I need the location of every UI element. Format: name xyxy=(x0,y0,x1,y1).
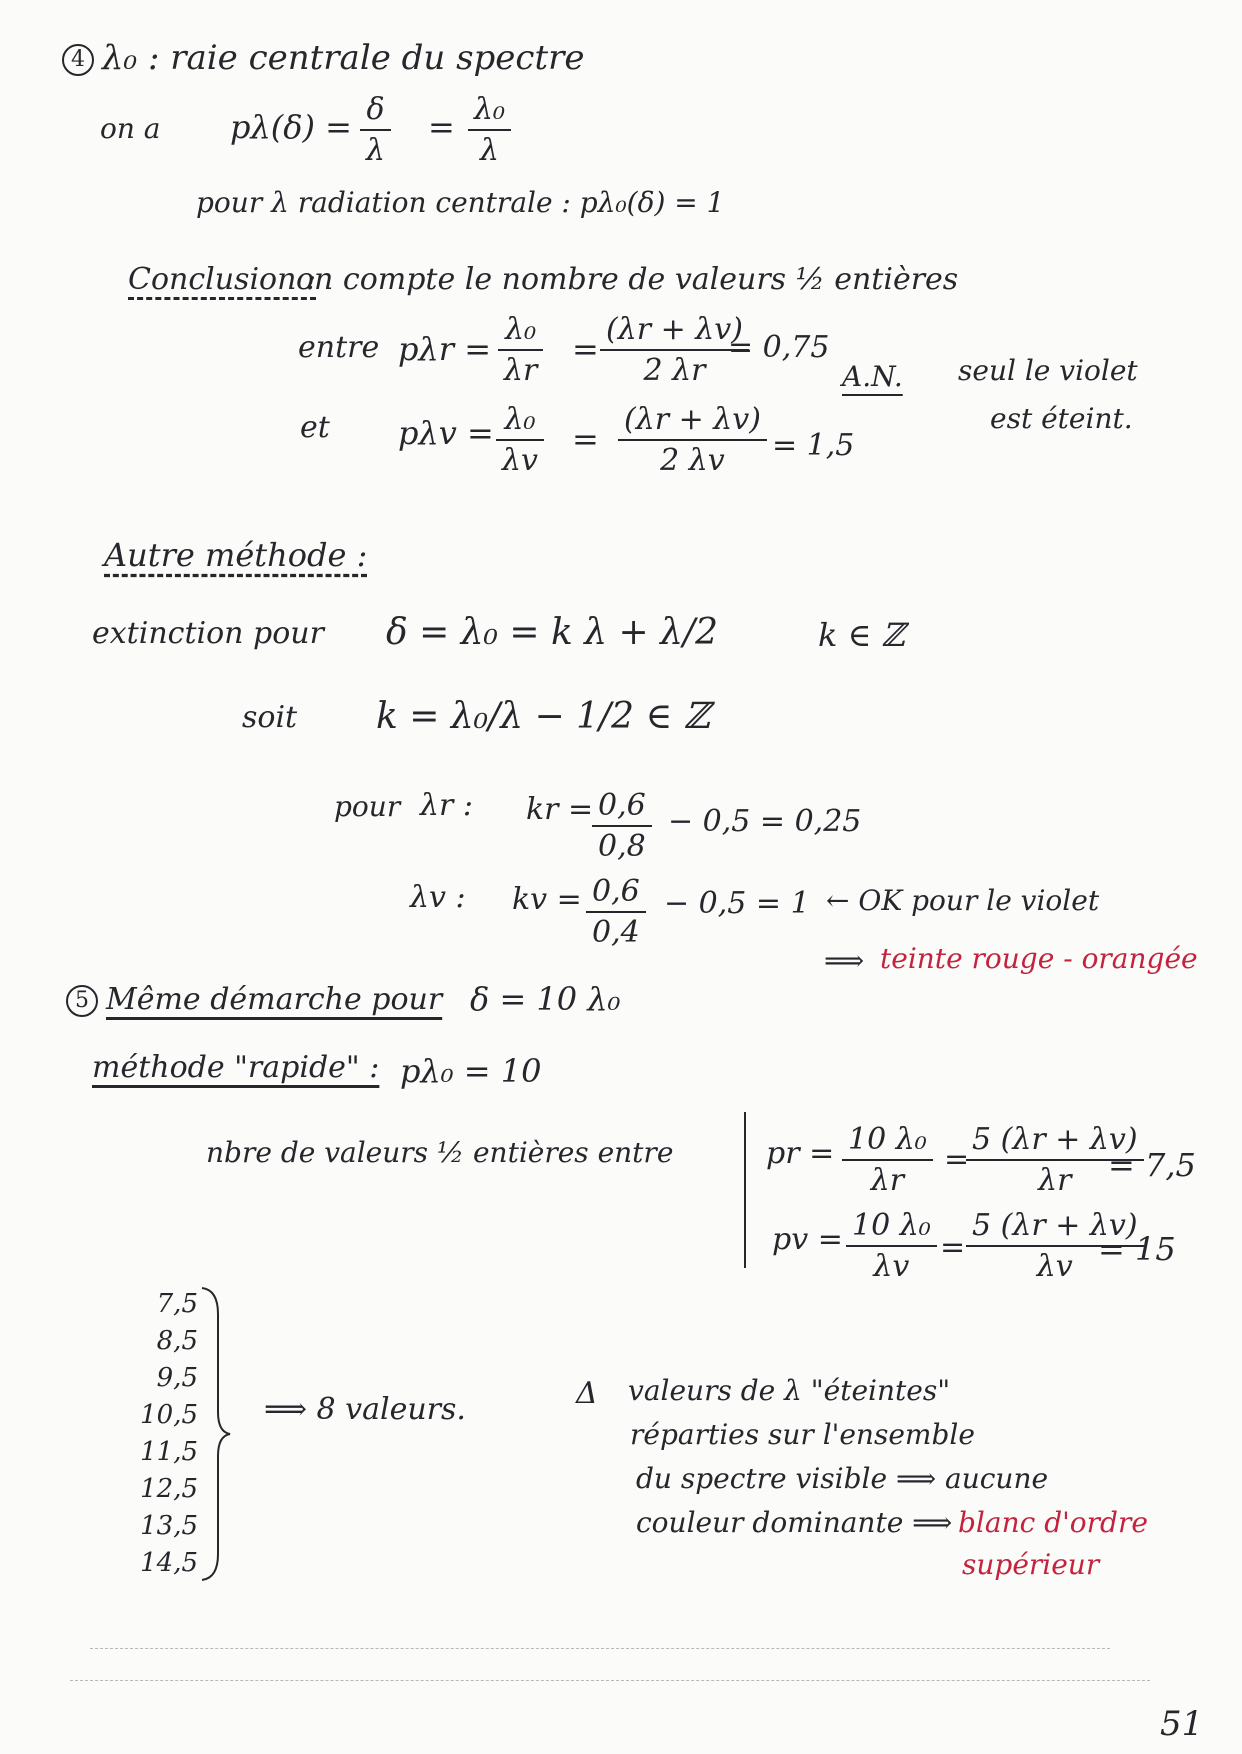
p-v-fraction-1 xyxy=(496,402,544,478)
conclusion-label: Conclusion : xyxy=(128,262,317,297)
p-r-value: = 0,75 xyxy=(728,330,830,365)
warning-line-4: couleur dominante ⟹ xyxy=(636,1506,953,1539)
q5-delta: δ = 10 λ₀ xyxy=(470,980,621,1018)
eight-values: ⟹ 8 valeurs. xyxy=(264,1392,466,1427)
equals: = xyxy=(944,1142,970,1177)
p-lambda: pλ(δ) = xyxy=(230,108,352,146)
q5-heading xyxy=(66,982,442,1017)
warning-line-1: valeurs de λ "éteintes" xyxy=(628,1374,951,1407)
warning-line-3: du spectre visible ⟹ aucune xyxy=(636,1462,1049,1495)
p-lambda0-value: pλ₀ = 10 xyxy=(400,1052,542,1090)
k-v-fraction xyxy=(586,874,646,950)
list-item: 8,5 xyxy=(156,1326,198,1356)
list-item: 10,5 xyxy=(140,1400,198,1430)
fraction-num: 10 λ₀ xyxy=(852,1208,931,1243)
fraction-lambda0-lambda xyxy=(468,92,511,168)
equals: = xyxy=(572,420,599,458)
fraction-den: λv xyxy=(502,443,538,478)
fraction-num: λ₀ xyxy=(505,312,537,347)
equals: = xyxy=(940,1230,966,1265)
k-integer: k ∈ ℤ xyxy=(818,616,905,654)
entre: entre xyxy=(298,330,380,365)
k-v-label: kv = xyxy=(512,882,582,917)
autre-methode-label: Autre méthode : xyxy=(104,536,368,574)
lambda-r: λr : xyxy=(420,788,473,823)
fraction-delta-lambda xyxy=(360,92,391,168)
fraction-den: λv xyxy=(873,1249,910,1284)
k-r-label: kr = xyxy=(526,792,594,827)
fraction-den: λr xyxy=(870,1163,905,1198)
fraction-num: λ₀ xyxy=(504,402,536,437)
fraction-den: 2 λr xyxy=(643,353,706,388)
soit-equation: k = λ₀/λ − 1/2 ∈ ℤ xyxy=(376,696,710,737)
an-note-1: seul le violet xyxy=(958,354,1138,387)
warning-red-1: blanc d'ordre xyxy=(958,1506,1148,1539)
nbre-label: nbre de valeurs ½ entières entre xyxy=(206,1136,674,1169)
p-r-fraction-2 xyxy=(600,312,749,388)
extinction-equation: δ = λ₀ = k λ + λ/2 xyxy=(386,612,718,653)
fraction-num: 0,6 xyxy=(598,788,646,823)
pr-label: pr = xyxy=(766,1136,835,1171)
k-v-value: − 0,5 = 1 xyxy=(664,886,810,921)
list-item: 12,5 xyxy=(140,1474,198,1504)
q4-heading-text: λ₀ : raie centrale du spectre xyxy=(102,38,585,78)
bracket-line xyxy=(744,1112,746,1268)
fraction-den: 0,4 xyxy=(592,915,640,950)
fraction-den: λ xyxy=(366,133,386,168)
pv-value: = 15 xyxy=(1098,1230,1176,1268)
p-v-label: pλv = xyxy=(398,414,494,452)
equals: = xyxy=(428,108,455,146)
ok-violet-note: ← OK pour le violet xyxy=(826,884,1100,917)
soit: soit xyxy=(242,700,298,735)
fraction-num: 5 (λr + λv) xyxy=(972,1208,1138,1243)
q4-number: 4 xyxy=(62,44,94,76)
p-r-fraction-1 xyxy=(498,312,543,388)
on-a: on a xyxy=(100,112,161,145)
divider xyxy=(90,1648,1110,1649)
half-integer-values xyxy=(118,1286,198,1582)
fraction-den: 0,8 xyxy=(598,829,646,864)
q5-number: 5 xyxy=(66,985,98,1017)
divider xyxy=(70,1680,1150,1681)
warning-icon: Δ xyxy=(576,1376,598,1411)
an-label: A.N. xyxy=(842,360,903,393)
list-item: 13,5 xyxy=(140,1511,198,1541)
right-brace xyxy=(196,1284,236,1584)
fraction-den: 2 λv xyxy=(660,443,725,478)
central-radiation-line: pour λ radiation centrale : pλ₀(δ) = 1 xyxy=(196,186,725,219)
pv-fraction-1 xyxy=(846,1208,937,1284)
fraction-num: (λr + λv) xyxy=(606,312,743,347)
list-item: 11,5 xyxy=(140,1437,198,1467)
fraction-num: λ₀ xyxy=(474,92,506,127)
pr-fraction-1 xyxy=(842,1122,933,1198)
et: et xyxy=(300,410,330,445)
list-item: 14,5 xyxy=(140,1548,198,1578)
q4-heading xyxy=(62,38,585,78)
warning-line-2: réparties sur l'ensemble xyxy=(630,1418,975,1451)
conclusion-text: on compte le nombre de valeurs ½ entières xyxy=(296,262,959,297)
fraction-den: λr xyxy=(504,353,538,388)
q5-heading-text: Même démarche pour xyxy=(106,982,443,1017)
fraction-num: 10 λ₀ xyxy=(848,1122,927,1157)
fraction-num: 0,6 xyxy=(592,874,640,909)
list-item: 9,5 xyxy=(156,1363,198,1393)
equals: = xyxy=(572,330,599,368)
extinction-label: extinction pour xyxy=(92,616,324,651)
fraction-num: 5 (λr + λv) xyxy=(972,1122,1138,1157)
pour: pour xyxy=(334,790,401,823)
fraction-den: λr xyxy=(1038,1163,1072,1198)
p-v-fraction-2 xyxy=(618,402,767,478)
implies-arrow: ⟹ xyxy=(824,944,865,977)
warning-red-2: supérieur xyxy=(962,1548,1100,1581)
p-r-label: pλr = xyxy=(398,330,492,368)
k-r-fraction xyxy=(592,788,652,864)
k-r-value: − 0,5 = 0,25 xyxy=(668,804,862,839)
p-v-value: = 1,5 xyxy=(772,428,855,463)
page-number: 51 xyxy=(1160,1704,1204,1744)
fraction-num: δ xyxy=(366,92,385,127)
fraction-den: λv xyxy=(1036,1249,1073,1284)
an-note-2: est éteint. xyxy=(990,402,1133,435)
pr-value: = 7,5 xyxy=(1108,1146,1196,1184)
pv-label: pv = xyxy=(772,1222,843,1257)
fraction-num: (λr + λv) xyxy=(624,402,761,437)
lambda-v: λv : xyxy=(410,880,466,915)
methode-rapide-label: méthode "rapide" : xyxy=(92,1050,380,1085)
list-item: 7,5 xyxy=(156,1289,198,1319)
fraction-den: λ xyxy=(480,133,500,168)
teinte-result: teinte rouge - orangée xyxy=(880,942,1198,975)
